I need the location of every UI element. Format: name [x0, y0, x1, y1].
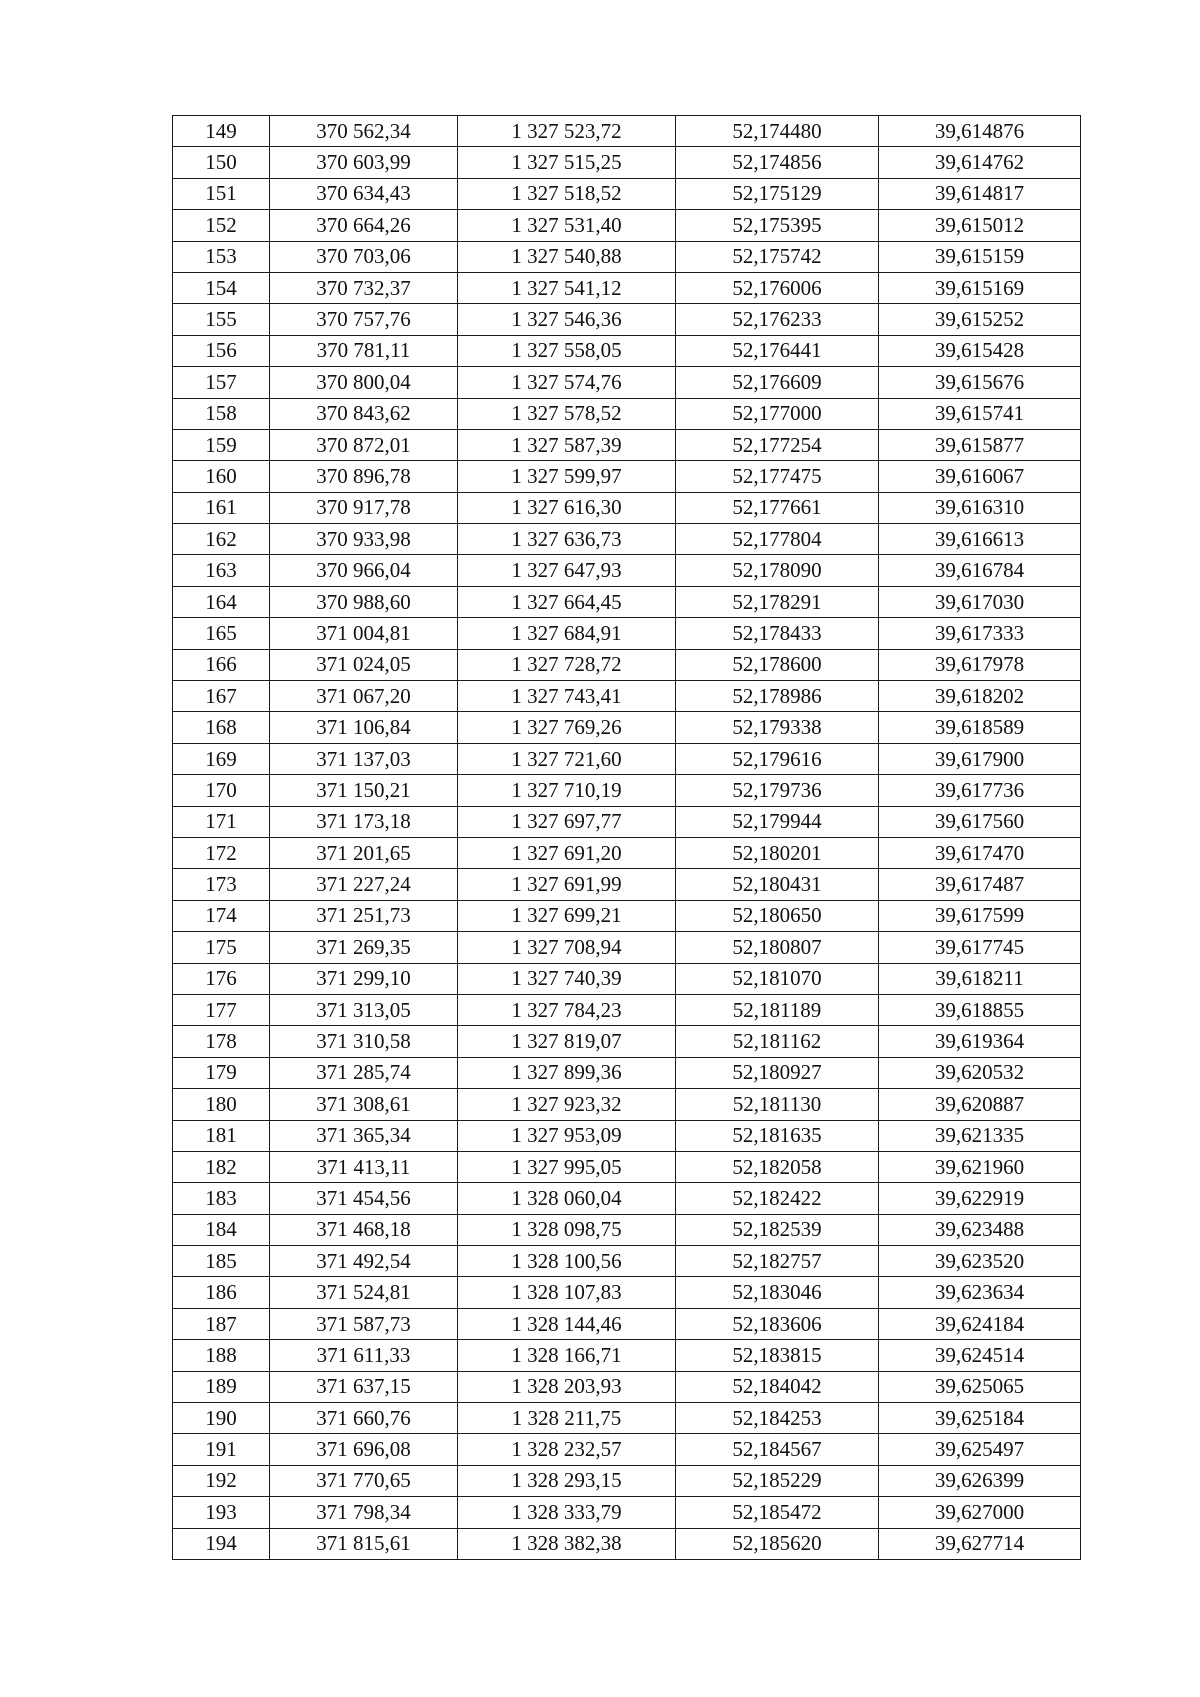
longitude-cell: 39,614817 [879, 178, 1081, 209]
y-coordinate-cell: 1 328 166,71 [458, 1340, 676, 1371]
y-coordinate-cell: 1 327 728,72 [458, 649, 676, 680]
table-row [173, 1151, 1081, 1182]
longitude-cell: 39,625184 [879, 1403, 1081, 1434]
point-number-cell: 152 [173, 210, 270, 241]
x-coordinate-cell: 370 933,98 [270, 524, 458, 555]
point-number-cell: 186 [173, 1277, 270, 1308]
x-coordinate-cell: 370 664,26 [270, 210, 458, 241]
point-number-cell: 169 [173, 743, 270, 774]
y-coordinate-cell: 1 328 293,15 [458, 1465, 676, 1496]
x-coordinate-cell: 371 024,05 [270, 649, 458, 680]
table-row [173, 1026, 1081, 1057]
y-coordinate-cell: 1 327 574,76 [458, 367, 676, 398]
point-number-cell: 164 [173, 586, 270, 617]
longitude-cell: 39,614876 [879, 116, 1081, 147]
latitude-cell: 52,176609 [676, 367, 879, 398]
point-number-cell: 157 [173, 367, 270, 398]
table-row [173, 272, 1081, 303]
latitude-cell: 52,183606 [676, 1308, 879, 1339]
latitude-cell: 52,182757 [676, 1246, 879, 1277]
latitude-cell: 52,176006 [676, 272, 879, 303]
table-row [173, 429, 1081, 460]
x-coordinate-cell: 370 988,60 [270, 586, 458, 617]
x-coordinate-cell: 371 137,03 [270, 743, 458, 774]
longitude-cell: 39,615159 [879, 241, 1081, 272]
longitude-cell: 39,620532 [879, 1057, 1081, 1088]
latitude-cell: 52,184042 [676, 1371, 879, 1402]
y-coordinate-cell: 1 327 953,09 [458, 1120, 676, 1151]
y-coordinate-cell: 1 327 699,21 [458, 900, 676, 931]
y-coordinate-cell: 1 328 203,93 [458, 1371, 676, 1402]
x-coordinate-cell: 371 308,61 [270, 1089, 458, 1120]
latitude-cell: 52,185229 [676, 1465, 879, 1496]
latitude-cell: 52,181189 [676, 994, 879, 1025]
latitude-cell: 52,174856 [676, 147, 879, 178]
x-coordinate-cell: 370 732,37 [270, 272, 458, 303]
x-coordinate-cell: 371 696,08 [270, 1434, 458, 1465]
table-row [173, 743, 1081, 774]
longitude-cell: 39,617900 [879, 743, 1081, 774]
longitude-cell: 39,615877 [879, 429, 1081, 460]
table-row [173, 1277, 1081, 1308]
table-row [173, 304, 1081, 335]
y-coordinate-cell: 1 327 587,39 [458, 429, 676, 460]
table-row [173, 1214, 1081, 1245]
latitude-cell: 52,180431 [676, 869, 879, 900]
longitude-cell: 39,625065 [879, 1371, 1081, 1402]
longitude-cell: 39,620887 [879, 1089, 1081, 1120]
latitude-cell: 52,179944 [676, 806, 879, 837]
longitude-cell: 39,621960 [879, 1151, 1081, 1182]
y-coordinate-cell: 1 328 232,57 [458, 1434, 676, 1465]
table-row [173, 806, 1081, 837]
table-row [173, 586, 1081, 617]
x-coordinate-cell: 371 067,20 [270, 681, 458, 712]
point-number-cell: 162 [173, 524, 270, 555]
longitude-cell: 39,615676 [879, 367, 1081, 398]
table-row [173, 869, 1081, 900]
y-coordinate-cell: 1 327 721,60 [458, 743, 676, 774]
table-row [173, 900, 1081, 931]
x-coordinate-cell: 371 611,33 [270, 1340, 458, 1371]
y-coordinate-cell: 1 327 697,77 [458, 806, 676, 837]
latitude-cell: 52,177661 [676, 492, 879, 523]
y-coordinate-cell: 1 327 684,91 [458, 618, 676, 649]
longitude-cell: 39,616310 [879, 492, 1081, 523]
table-row [173, 1089, 1081, 1120]
latitude-cell: 52,176233 [676, 304, 879, 335]
x-coordinate-cell: 370 634,43 [270, 178, 458, 209]
y-coordinate-cell: 1 327 664,45 [458, 586, 676, 617]
longitude-cell: 39,615428 [879, 335, 1081, 366]
table-row [173, 1120, 1081, 1151]
latitude-cell: 52,184567 [676, 1434, 879, 1465]
x-coordinate-cell: 371 173,18 [270, 806, 458, 837]
point-number-cell: 184 [173, 1214, 270, 1245]
longitude-cell: 39,617978 [879, 649, 1081, 680]
x-coordinate-cell: 370 703,06 [270, 241, 458, 272]
latitude-cell: 52,182539 [676, 1214, 879, 1245]
latitude-cell: 52,179736 [676, 775, 879, 806]
y-coordinate-cell: 1 327 995,05 [458, 1151, 676, 1182]
point-number-cell: 151 [173, 178, 270, 209]
y-coordinate-cell: 1 328 333,79 [458, 1497, 676, 1528]
point-number-cell: 170 [173, 775, 270, 806]
longitude-cell: 39,618855 [879, 994, 1081, 1025]
table-row [173, 1183, 1081, 1214]
table-row [173, 1497, 1081, 1528]
point-number-cell: 161 [173, 492, 270, 523]
table-row [173, 178, 1081, 209]
x-coordinate-cell: 370 896,78 [270, 461, 458, 492]
table-row [173, 492, 1081, 523]
coordinates-table-body [173, 116, 1081, 1560]
x-coordinate-cell: 371 798,34 [270, 1497, 458, 1528]
longitude-cell: 39,617030 [879, 586, 1081, 617]
y-coordinate-cell: 1 327 647,93 [458, 555, 676, 586]
x-coordinate-cell: 371 106,84 [270, 712, 458, 743]
point-number-cell: 188 [173, 1340, 270, 1371]
point-number-cell: 177 [173, 994, 270, 1025]
x-coordinate-cell: 371 285,74 [270, 1057, 458, 1088]
point-number-cell: 158 [173, 398, 270, 429]
y-coordinate-cell: 1 327 784,23 [458, 994, 676, 1025]
latitude-cell: 52,182058 [676, 1151, 879, 1182]
point-number-cell: 178 [173, 1026, 270, 1057]
table-row [173, 335, 1081, 366]
table-row [173, 367, 1081, 398]
latitude-cell: 52,177475 [676, 461, 879, 492]
latitude-cell: 52,175395 [676, 210, 879, 241]
y-coordinate-cell: 1 327 541,12 [458, 272, 676, 303]
table-row [173, 1403, 1081, 1434]
longitude-cell: 39,614762 [879, 147, 1081, 178]
point-number-cell: 182 [173, 1151, 270, 1182]
latitude-cell: 52,180927 [676, 1057, 879, 1088]
longitude-cell: 39,623520 [879, 1246, 1081, 1277]
table-row [173, 712, 1081, 743]
y-coordinate-cell: 1 327 899,36 [458, 1057, 676, 1088]
y-coordinate-cell: 1 327 691,99 [458, 869, 676, 900]
latitude-cell: 52,177804 [676, 524, 879, 555]
longitude-cell: 39,617560 [879, 806, 1081, 837]
longitude-cell: 39,622919 [879, 1183, 1081, 1214]
table-row [173, 1308, 1081, 1339]
x-coordinate-cell: 371 524,81 [270, 1277, 458, 1308]
x-coordinate-cell: 370 757,76 [270, 304, 458, 335]
longitude-cell: 39,627714 [879, 1528, 1081, 1559]
x-coordinate-cell: 370 966,04 [270, 555, 458, 586]
point-number-cell: 163 [173, 555, 270, 586]
coordinates-table [172, 115, 1081, 1560]
point-number-cell: 191 [173, 1434, 270, 1465]
latitude-cell: 52,181130 [676, 1089, 879, 1120]
y-coordinate-cell: 1 327 558,05 [458, 335, 676, 366]
longitude-cell: 39,617745 [879, 932, 1081, 963]
longitude-cell: 39,625497 [879, 1434, 1081, 1465]
y-coordinate-cell: 1 327 540,88 [458, 241, 676, 272]
y-coordinate-cell: 1 327 515,25 [458, 147, 676, 178]
point-number-cell: 183 [173, 1183, 270, 1214]
x-coordinate-cell: 371 201,65 [270, 837, 458, 868]
x-coordinate-cell: 370 800,04 [270, 367, 458, 398]
y-coordinate-cell: 1 328 107,83 [458, 1277, 676, 1308]
x-coordinate-cell: 371 815,61 [270, 1528, 458, 1559]
x-coordinate-cell: 371 150,21 [270, 775, 458, 806]
y-coordinate-cell: 1 328 211,75 [458, 1403, 676, 1434]
x-coordinate-cell: 370 603,99 [270, 147, 458, 178]
table-row [173, 1434, 1081, 1465]
y-coordinate-cell: 1 328 100,56 [458, 1246, 676, 1277]
latitude-cell: 52,178433 [676, 618, 879, 649]
y-coordinate-cell: 1 328 098,75 [458, 1214, 676, 1245]
table-row [173, 1246, 1081, 1277]
x-coordinate-cell: 370 917,78 [270, 492, 458, 523]
y-coordinate-cell: 1 327 599,97 [458, 461, 676, 492]
latitude-cell: 52,181162 [676, 1026, 879, 1057]
latitude-cell: 52,181070 [676, 963, 879, 994]
y-coordinate-cell: 1 328 144,46 [458, 1308, 676, 1339]
longitude-cell: 39,615012 [879, 210, 1081, 241]
x-coordinate-cell: 370 872,01 [270, 429, 458, 460]
longitude-cell: 39,618202 [879, 681, 1081, 712]
point-number-cell: 149 [173, 116, 270, 147]
y-coordinate-cell: 1 327 578,52 [458, 398, 676, 429]
x-coordinate-cell: 370 781,11 [270, 335, 458, 366]
table-row [173, 649, 1081, 680]
table-row [173, 555, 1081, 586]
point-number-cell: 174 [173, 900, 270, 931]
latitude-cell: 52,178291 [676, 586, 879, 617]
latitude-cell: 52,178600 [676, 649, 879, 680]
latitude-cell: 52,178986 [676, 681, 879, 712]
x-coordinate-cell: 371 365,34 [270, 1120, 458, 1151]
table-row [173, 681, 1081, 712]
point-number-cell: 160 [173, 461, 270, 492]
latitude-cell: 52,176441 [676, 335, 879, 366]
y-coordinate-cell: 1 327 923,32 [458, 1089, 676, 1120]
latitude-cell: 52,175742 [676, 241, 879, 272]
table-row [173, 837, 1081, 868]
table-row [173, 775, 1081, 806]
point-number-cell: 150 [173, 147, 270, 178]
point-number-cell: 153 [173, 241, 270, 272]
longitude-cell: 39,617599 [879, 900, 1081, 931]
latitude-cell: 52,177254 [676, 429, 879, 460]
latitude-cell: 52,184253 [676, 1403, 879, 1434]
point-number-cell: 181 [173, 1120, 270, 1151]
point-number-cell: 165 [173, 618, 270, 649]
latitude-cell: 52,178090 [676, 555, 879, 586]
point-number-cell: 171 [173, 806, 270, 837]
y-coordinate-cell: 1 327 691,20 [458, 837, 676, 868]
longitude-cell: 39,618589 [879, 712, 1081, 743]
table-row [173, 1528, 1081, 1559]
longitude-cell: 39,615252 [879, 304, 1081, 335]
longitude-cell: 39,619364 [879, 1026, 1081, 1057]
x-coordinate-cell: 371 454,56 [270, 1183, 458, 1214]
point-number-cell: 154 [173, 272, 270, 303]
table-row [173, 116, 1081, 147]
latitude-cell: 52,179616 [676, 743, 879, 774]
longitude-cell: 39,616067 [879, 461, 1081, 492]
point-number-cell: 187 [173, 1308, 270, 1339]
x-coordinate-cell: 371 004,81 [270, 618, 458, 649]
y-coordinate-cell: 1 327 616,30 [458, 492, 676, 523]
longitude-cell: 39,617736 [879, 775, 1081, 806]
latitude-cell: 52,180807 [676, 932, 879, 963]
longitude-cell: 39,617333 [879, 618, 1081, 649]
x-coordinate-cell: 370 843,62 [270, 398, 458, 429]
point-number-cell: 192 [173, 1465, 270, 1496]
table-row [173, 147, 1081, 178]
longitude-cell: 39,615741 [879, 398, 1081, 429]
table-row [173, 618, 1081, 649]
y-coordinate-cell: 1 327 710,19 [458, 775, 676, 806]
table-row [173, 241, 1081, 272]
point-number-cell: 175 [173, 932, 270, 963]
point-number-cell: 179 [173, 1057, 270, 1088]
table-row [173, 1057, 1081, 1088]
table-row [173, 1465, 1081, 1496]
latitude-cell: 52,182422 [676, 1183, 879, 1214]
point-number-cell: 185 [173, 1246, 270, 1277]
y-coordinate-cell: 1 328 060,04 [458, 1183, 676, 1214]
longitude-cell: 39,617470 [879, 837, 1081, 868]
longitude-cell: 39,615169 [879, 272, 1081, 303]
x-coordinate-cell: 371 492,54 [270, 1246, 458, 1277]
latitude-cell: 52,183046 [676, 1277, 879, 1308]
point-number-cell: 155 [173, 304, 270, 335]
point-number-cell: 173 [173, 869, 270, 900]
latitude-cell: 52,185472 [676, 1497, 879, 1528]
x-coordinate-cell: 371 227,24 [270, 869, 458, 900]
point-number-cell: 193 [173, 1497, 270, 1528]
longitude-cell: 39,627000 [879, 1497, 1081, 1528]
y-coordinate-cell: 1 327 740,39 [458, 963, 676, 994]
latitude-cell: 52,177000 [676, 398, 879, 429]
table-row [173, 932, 1081, 963]
point-number-cell: 190 [173, 1403, 270, 1434]
x-coordinate-cell: 371 310,58 [270, 1026, 458, 1057]
latitude-cell: 52,174480 [676, 116, 879, 147]
longitude-cell: 39,616613 [879, 524, 1081, 555]
latitude-cell: 52,185620 [676, 1528, 879, 1559]
y-coordinate-cell: 1 328 382,38 [458, 1528, 676, 1559]
y-coordinate-cell: 1 327 769,26 [458, 712, 676, 743]
latitude-cell: 52,183815 [676, 1340, 879, 1371]
longitude-cell: 39,626399 [879, 1465, 1081, 1496]
table-row [173, 524, 1081, 555]
longitude-cell: 39,621335 [879, 1120, 1081, 1151]
x-coordinate-cell: 371 413,11 [270, 1151, 458, 1182]
point-number-cell: 156 [173, 335, 270, 366]
x-coordinate-cell: 371 269,35 [270, 932, 458, 963]
point-number-cell: 189 [173, 1371, 270, 1402]
point-number-cell: 194 [173, 1528, 270, 1559]
longitude-cell: 39,617487 [879, 869, 1081, 900]
table-row [173, 1371, 1081, 1402]
y-coordinate-cell: 1 327 518,52 [458, 178, 676, 209]
y-coordinate-cell: 1 327 743,41 [458, 681, 676, 712]
point-number-cell: 166 [173, 649, 270, 680]
x-coordinate-cell: 371 587,73 [270, 1308, 458, 1339]
point-number-cell: 167 [173, 681, 270, 712]
point-number-cell: 172 [173, 837, 270, 868]
x-coordinate-cell: 370 562,34 [270, 116, 458, 147]
latitude-cell: 52,175129 [676, 178, 879, 209]
x-coordinate-cell: 371 468,18 [270, 1214, 458, 1245]
latitude-cell: 52,181635 [676, 1120, 879, 1151]
x-coordinate-cell: 371 299,10 [270, 963, 458, 994]
longitude-cell: 39,624184 [879, 1308, 1081, 1339]
point-number-cell: 180 [173, 1089, 270, 1120]
point-number-cell: 159 [173, 429, 270, 460]
longitude-cell: 39,624514 [879, 1340, 1081, 1371]
latitude-cell: 52,180201 [676, 837, 879, 868]
y-coordinate-cell: 1 327 708,94 [458, 932, 676, 963]
y-coordinate-cell: 1 327 636,73 [458, 524, 676, 555]
longitude-cell: 39,616784 [879, 555, 1081, 586]
x-coordinate-cell: 371 660,76 [270, 1403, 458, 1434]
table-row [173, 994, 1081, 1025]
table-row [173, 963, 1081, 994]
longitude-cell: 39,623634 [879, 1277, 1081, 1308]
x-coordinate-cell: 371 251,73 [270, 900, 458, 931]
latitude-cell: 52,179338 [676, 712, 879, 743]
y-coordinate-cell: 1 327 523,72 [458, 116, 676, 147]
table-row [173, 210, 1081, 241]
longitude-cell: 39,623488 [879, 1214, 1081, 1245]
x-coordinate-cell: 371 770,65 [270, 1465, 458, 1496]
y-coordinate-cell: 1 327 546,36 [458, 304, 676, 335]
longitude-cell: 39,618211 [879, 963, 1081, 994]
table-row [173, 398, 1081, 429]
table-row [173, 461, 1081, 492]
x-coordinate-cell: 371 313,05 [270, 994, 458, 1025]
x-coordinate-cell: 371 637,15 [270, 1371, 458, 1402]
point-number-cell: 168 [173, 712, 270, 743]
latitude-cell: 52,180650 [676, 900, 879, 931]
table-row [173, 1340, 1081, 1371]
point-number-cell: 176 [173, 963, 270, 994]
y-coordinate-cell: 1 327 819,07 [458, 1026, 676, 1057]
y-coordinate-cell: 1 327 531,40 [458, 210, 676, 241]
